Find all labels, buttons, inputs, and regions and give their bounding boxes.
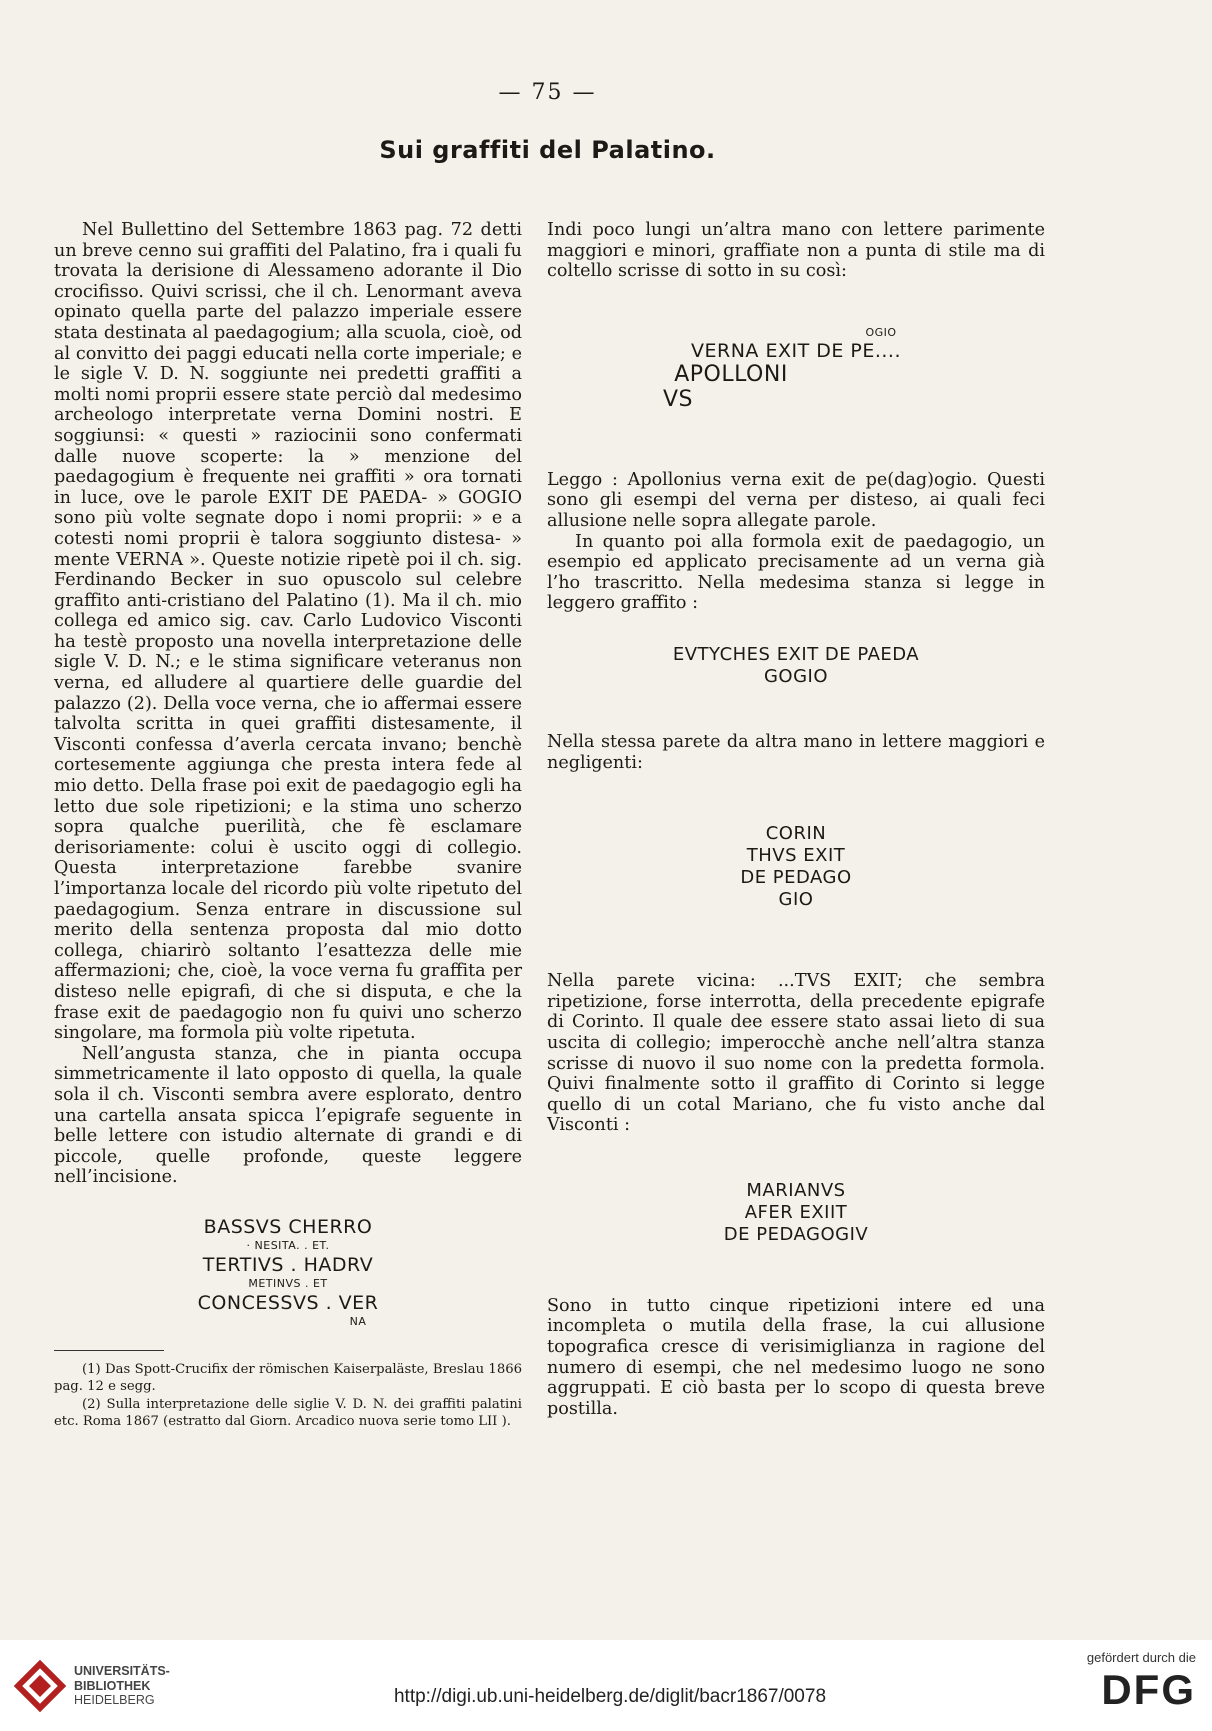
inscription-line: MARIANVS xyxy=(746,1179,846,1201)
footnote-1: (1) Das Spott-Crucifix der römischen Kaiserpaläste, Breslau 1866 pag. 12 e segg. xyxy=(54,1361,522,1395)
inscription-bassus xyxy=(54,1216,522,1330)
inscription-line: · NESITA. . ET. xyxy=(246,1238,330,1252)
paragraph: Indi poco lungi un’altra mano con lettere parimente maggiori e minori, graffiate non a punta di stile ma di coltello scrisse di sotto in su così: xyxy=(547,220,1045,282)
inscription-corinthus xyxy=(547,823,1045,911)
paragraph: Nella stessa parete da altra mano in lettere maggiori e negligenti: xyxy=(547,731,1045,773)
inscription-line: GOGIO xyxy=(763,665,829,687)
paragraph: Nel Bullettino del Settembre 1863 pag. 72 detti un breve cenno sui graffiti del Palatino, fra i quali fu trovata la derisione di Alessameno adorante il Dio crocifisso. Quivi scrissi, che il ch. Lenormant aveva opinato quella parte del palazzo imperiale essere stata destinata al paedagogium; alla scuola, cioè, od al convitto dei paggi educati nella corte imperiale; e le sigle V. D. N. soggiunte nei predetti graffiti a molti nomi proprii essere state perciò dal medesimo archeologo interpretate verna Domini nostri. E soggiunsi: « questi » raziocinii sono confermati dalle nuove scoperte: la » menzione del paedagogium è frequente nei graffiti » ora tornati in luce, ove le parole EXIT DE PAEDA- » GOGIO sono più volte segnate dopo i nomi proprii: » e a cotesti nomi proprii è talora soggiunto distesa- » mente VERNA ». Queste notizie ripetè poi il ch. sig. Ferdinando Becker in suo opuscolo sul celebre graffito anti-cristiano del Palatino (1). Ma il ch. mio collega ed amico sig. cav. Carlo Ludovico Visconti ha testè proposto una novella interpretazione delle sigle V. D. N.; e le stima significare veteranus non verna, ed alludere al quartiere delle guardie del palazzo (2). Della voce verna, che io affermai essere talvolta scritta in quei graffiti distesamente, il Visconti confessa d’averla cercata invano; benchè cortesemente aggiunga che presta intera fede al mio detto. Della frase poi exit de paedagogio egli ha letto due sole ripetizioni; e la stima uno scherzo sopra qualche puerilità, che fè esclamare derisoriamente: colui è uscito oggi di collegio. Questa interpretazione farebbe svanire l’importanza locale del ricordo più volte ripetuto del paedagogium. Senza entrare in discussione sul merito della sentenza proposta dal mio dotto collega, chiarirò soltanto l’esattezza delle mie affermazioni; che, cioè, la voce verna fu graffita per disteso nelle epigrafi, di che si disputa, e che la frase exit de paedagogio non fu quivi uno scherzo singolare, ma formola più volte ripetuta. xyxy=(54,220,522,1044)
left-column xyxy=(54,220,522,1431)
inscription-line: CONCESSVS . VER xyxy=(197,1291,379,1314)
paragraph: Nell’angusta stanza, che in pianta occupa simmetricamente il lato opposto di quella, la quale sola il ch. Visconti sembra avere esplorato, dentro una cartella ansata spicca l’epigrafe seguente in belle lettere con istudio alternate di grandi e di piccole, quelle profonde, queste leggere nell’incisione. xyxy=(54,1043,522,1188)
footnote-2: (2) Sulla interpretazione delle siglie V. D. N. dei graffiti palatini etc. Roma 1867 (estratto dal Giorn. Arcadico nuova serie tomo LII ). xyxy=(54,1396,522,1430)
university-library-name: UNIVERSITÄTS- BIBLIOTHEK HEIDELBERG xyxy=(74,1664,170,1707)
permalink-url[interactable]: http://digi.ub.uni-heidelberg.de/diglit/bacr1867/0078 xyxy=(393,1686,827,1707)
inscription-line: DE PEDAGO xyxy=(740,867,852,889)
viewer-footer xyxy=(0,1640,1212,1731)
inscription-line: DE PEDAGOGIV xyxy=(723,1223,869,1245)
inscription-line: APOLLONI xyxy=(674,361,788,387)
inscription-eutyches xyxy=(547,644,1045,688)
right-column xyxy=(547,220,1045,1419)
inscription-line: BASSVS CHERRO xyxy=(203,1215,373,1238)
inscription-line: VS xyxy=(662,386,693,412)
sponsor-note: gefördert durch die xyxy=(1086,1650,1196,1665)
inscription-line: GIO xyxy=(778,889,814,911)
article-title: Sui graffiti del Palatino. xyxy=(379,136,716,164)
footnote-rule xyxy=(54,1350,164,1351)
inscription-line: METINVS . ET xyxy=(248,1276,328,1290)
inscription-marianus xyxy=(547,1180,1045,1246)
university-library-logo-icon xyxy=(14,1660,66,1712)
inscription-line: THVS EXIT xyxy=(746,845,846,867)
paragraph: Nella parete vicina: ...TVS EXIT; che sembra ripetizione, forse interrotta, della precedente epigrafe di Corinto. Il quale dee essere stato assai lieto di sua uscita di collegio; imperocchè anche nell’altra stanza scrisse di nuovo il suo nome con la predetta formola. Quivi finalmente sotto il graffito di Corinto si legge quello di un cotal Mariano, che fu visto anche dal Visconti : xyxy=(547,971,1045,1136)
paragraph: In quanto poi alla formola exit de paedagogio, un esempio ed applicato precisamente ad un verna già l’ho trascritto. Nella medesima stanza si legge in leggero graffito : xyxy=(547,531,1045,614)
sponsor-block xyxy=(1046,1650,1196,1715)
paragraph: Sono in tutto cinque ripetizioni intere ed una incompleta o mutila della frase, la cui allusione topografica cresce di verisimiglianza in ragione del numero di esempi, che nel medesimo luogo ne sono aggruppati. E ciò basta per lo scopo di questa breve postilla. xyxy=(547,1295,1045,1419)
paragraph: Leggo : Apollonius verna exit de pe(dag)ogio. Questi sono gli esempi del verna per disteso, ai quali feci allusione nelle sopra allegate parole. xyxy=(547,469,1045,531)
inscription-line: OGIO xyxy=(865,325,897,339)
inscription-line: AFER EXIIT xyxy=(744,1201,848,1223)
inscription-line: CORIN xyxy=(765,823,827,845)
inscription-apollonius xyxy=(547,326,1045,412)
inscription-line: VERNA EXIT DE PE.... xyxy=(690,339,902,362)
page-number: — 75 — xyxy=(498,80,597,105)
inscription-line: NA xyxy=(349,1314,367,1328)
inscription-line: TERTIVS . HADRV xyxy=(202,1253,374,1276)
inscription-line: EVTYCHES EXIT DE PAEDA xyxy=(672,643,920,665)
dfg-logo: DFG xyxy=(1101,1666,1196,1713)
